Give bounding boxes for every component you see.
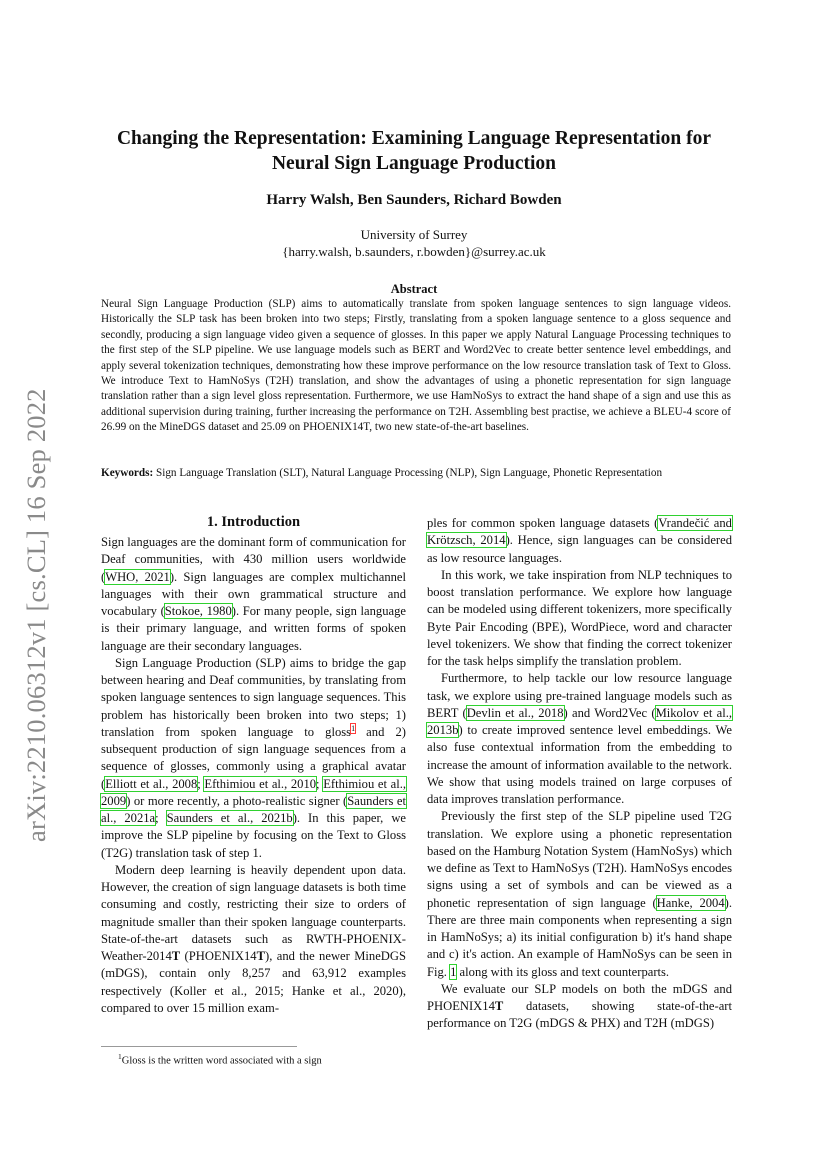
- footnote: [118, 1050, 408, 1069]
- text-run: Modern deep learning is heavily dependent upon data. However, the creation of sign language datasets is both time consuming and costly, restricting their size to orders of magnitude smaller than their spoken language counterparts. State-of-the-art datasets such as RWTH-PHOENIX-Weather-2014: [101, 862, 406, 963]
- keywords-label: Keywords:: [101, 467, 154, 479]
- footnote-text: Gloss is the written word associated with a sign: [121, 1055, 322, 1067]
- affiliation-block: [90, 226, 738, 260]
- footnote-link-1[interactable]: 1: [351, 723, 356, 733]
- paragraph: [427, 670, 732, 808]
- text-run: Furthermore, to help tackle our low resource language task, we explore using pre-trained language models such as BERT (: [427, 671, 732, 720]
- footnote-mark: 1: [118, 1052, 122, 1061]
- separator: ;: [155, 811, 167, 825]
- author-list: Harry Walsh, Ben Saunders, Richard Bowden: [266, 192, 562, 208]
- text-run: Previously the first step of the SLP pipeline used T2G translation. We explore using a phonetic representation based on the Hamburg Notation System (HamNoSys) which we define as Text to HamNoSys (T2H). HamNoSys encodes signs using a set of symbols and can be viewed as a phonetic representation of sign language (: [427, 809, 732, 910]
- affiliation: University of Surrey: [360, 227, 468, 242]
- left-column: [101, 512, 406, 1017]
- figure-link-1[interactable]: 1: [450, 964, 457, 979]
- text-run: (PHOENIX14: [180, 949, 257, 963]
- citation-link-saunders-2021a[interactable]: Saunders et al., 2021a: [101, 793, 406, 825]
- text-run: ), and the newer MineDGS (mDGS), contain only 8,257 and 63,912 examples respectively (Koller et al., 2015; Hanke et al., 2020), compared to over 15 million exam-: [101, 949, 406, 1015]
- citation-link-stokoe[interactable]: Stokoe, 1980: [164, 604, 232, 618]
- paragraph: [101, 862, 406, 1017]
- text-run: We evaluate our SLP models on both the mDGS and PHOENIX14: [427, 981, 732, 1013]
- bold-letter: T: [171, 949, 181, 963]
- text-run: along with its gloss and text counterparts.: [456, 964, 670, 979]
- text-run: ). For many people, sign language is their primary language, and written forms of spoken language are their secondary languages.: [101, 604, 406, 653]
- text-run: ) to create improved sentence level embeddings. We also fuse contextual information from the embedding to increase the amount of information available to the network. We show that using models trained on large corpuses of data improves translation performance.: [427, 723, 732, 806]
- citation-link-saunders-2021b[interactable]: Saunders et al., 2021b: [166, 811, 293, 825]
- text-run: ). In this paper, we improve the SLP pipeline by focusing on the Text to Gloss (T2G) translation task of step 1.: [101, 811, 406, 860]
- text-run: ples for common spoken language datasets (: [427, 516, 659, 530]
- citation-link-devlin[interactable]: Devlin et al., 2018: [466, 705, 564, 720]
- text-run: and 2) subsequent production of sign language sequences from a sequence of glosses, commonly using a graphical avatar (: [101, 724, 406, 791]
- bold-letter: T: [494, 999, 504, 1013]
- separator: ;: [316, 776, 324, 791]
- abstract-text: Neural Sign Language Production (SLP) aims to automatically translate from spoken language sentences to sign language videos. Historically the SLP task has been broken into two steps; Firstly, translating from a spoken language sentence to a gloss sequence and secondly, producing a sign language video given a sequence of glosses. In this paper we apply Natural Language Processing techniques to the first step of the SLP pipeline. We use language models such as BERT and Word2Vec to create better sentence level embeddings, and apply several tokenization techniques, demonstrating how these improve performance on the low resource translation task of Text to Gloss. We introduce Text to HamNoSys (T2H) translation, and show the advantages of using a phonetic representation for sign language translation rather than a sign level gloss representation. Furthermore, we use HamNoSys to extract the hand shape of a sign and use this as additional supervision during training, further increasing the performance on T2H. Assembling best practise, we achieve a BLEU-4 score of 26.99 on the MineDGS dataset and 25.09 on PHOENIX14T, two new state-of-the-art baselines.: [101, 298, 731, 434]
- citation-link-vrandecic[interactable]: Vrandečić and Krötzsch, 2014: [427, 516, 732, 548]
- citation-link-mikolov[interactable]: Mikolov et al., 2013b: [427, 705, 732, 737]
- paragraph: [427, 981, 732, 1033]
- citation-link-efthimiou-2009[interactable]: Efthimiou et al., 2009: [101, 776, 407, 808]
- text-run: ). There are three main components when representing a sign in HamNoSys; a) its initial configuration b) it's hand shape and c) it's action. An example of HamNoSys can be seen in Fig.: [427, 895, 732, 979]
- bold-letter: T: [256, 949, 266, 963]
- citation-link-efthimiou-2010[interactable]: Efthimiou et al., 2010: [204, 776, 317, 791]
- text-run: datasets, showing state-of-the-art performance on T2G (mDGS & PHX) and T2H (mDGS): [427, 999, 732, 1031]
- footnote-divider: [101, 1046, 297, 1047]
- paragraph: [427, 515, 732, 567]
- keywords: [101, 466, 731, 481]
- title-line-1: Changing the Representation: Examining Language Representation for: [116, 128, 712, 149]
- separator: ;: [197, 776, 205, 791]
- paragraph: [101, 655, 406, 862]
- text-run: Sign languages are the dominant form of communication for Deaf communities, with 430 million users worldwide (: [101, 535, 406, 584]
- arxiv-identifier-stamp: arXiv:2210.06312v1 [cs.CL] 16 Sep 2022: [21, 388, 51, 842]
- paragraph: [101, 534, 406, 655]
- paragraph: In this work, we take inspiration from NLP techniques to boost translation performance. We explore how language can be modeled using different tokenizers, more specifically Byte Pair Encoding (BPE), WordPiece, word and character level tokenizers. We show that finding the correct tokenizer for the task helps simplify the translation problem.: [427, 567, 732, 668]
- paragraph: [427, 808, 732, 981]
- section-heading-introduction: 1. Introduction: [206, 514, 301, 530]
- citation-link-hanke[interactable]: Hanke, 2004: [656, 895, 725, 910]
- author-emails: {harry.walsh, b.saunders, r.bowden}@surrey.ac.uk: [282, 244, 546, 259]
- text-run: Sign Language Production (SLP) aims to bridge the gap between hearing and Deaf communities, by translating from spoken language sentences to sign language sequences. This problem has historically been broken into two steps; 1) translation from spoken language to gloss: [101, 655, 406, 739]
- citation-link-who[interactable]: WHO, 2021: [105, 569, 170, 584]
- right-column: [427, 515, 732, 1033]
- paper-title: [90, 126, 738, 176]
- text-run: ) and Word2Vec (: [563, 705, 656, 720]
- keywords-text: Sign Language Translation (SLT), Natural Language Processing (NLP), Sign Language, Phonetic Representation: [156, 467, 663, 479]
- citation-link-elliott[interactable]: Elliott et al., 2008: [105, 776, 198, 791]
- text-run: ). Sign languages are complex multichannel languages with their own grammatical structure and vocabulary (: [101, 569, 407, 618]
- title-line-2: Neural Sign Language Production: [271, 153, 557, 174]
- abstract-heading: Abstract: [390, 282, 438, 296]
- text-run: ) or more recently, a photo-realistic signer (: [126, 793, 348, 808]
- text-run: ). Hence, sign languages can be considered as low resource languages.: [427, 533, 732, 565]
